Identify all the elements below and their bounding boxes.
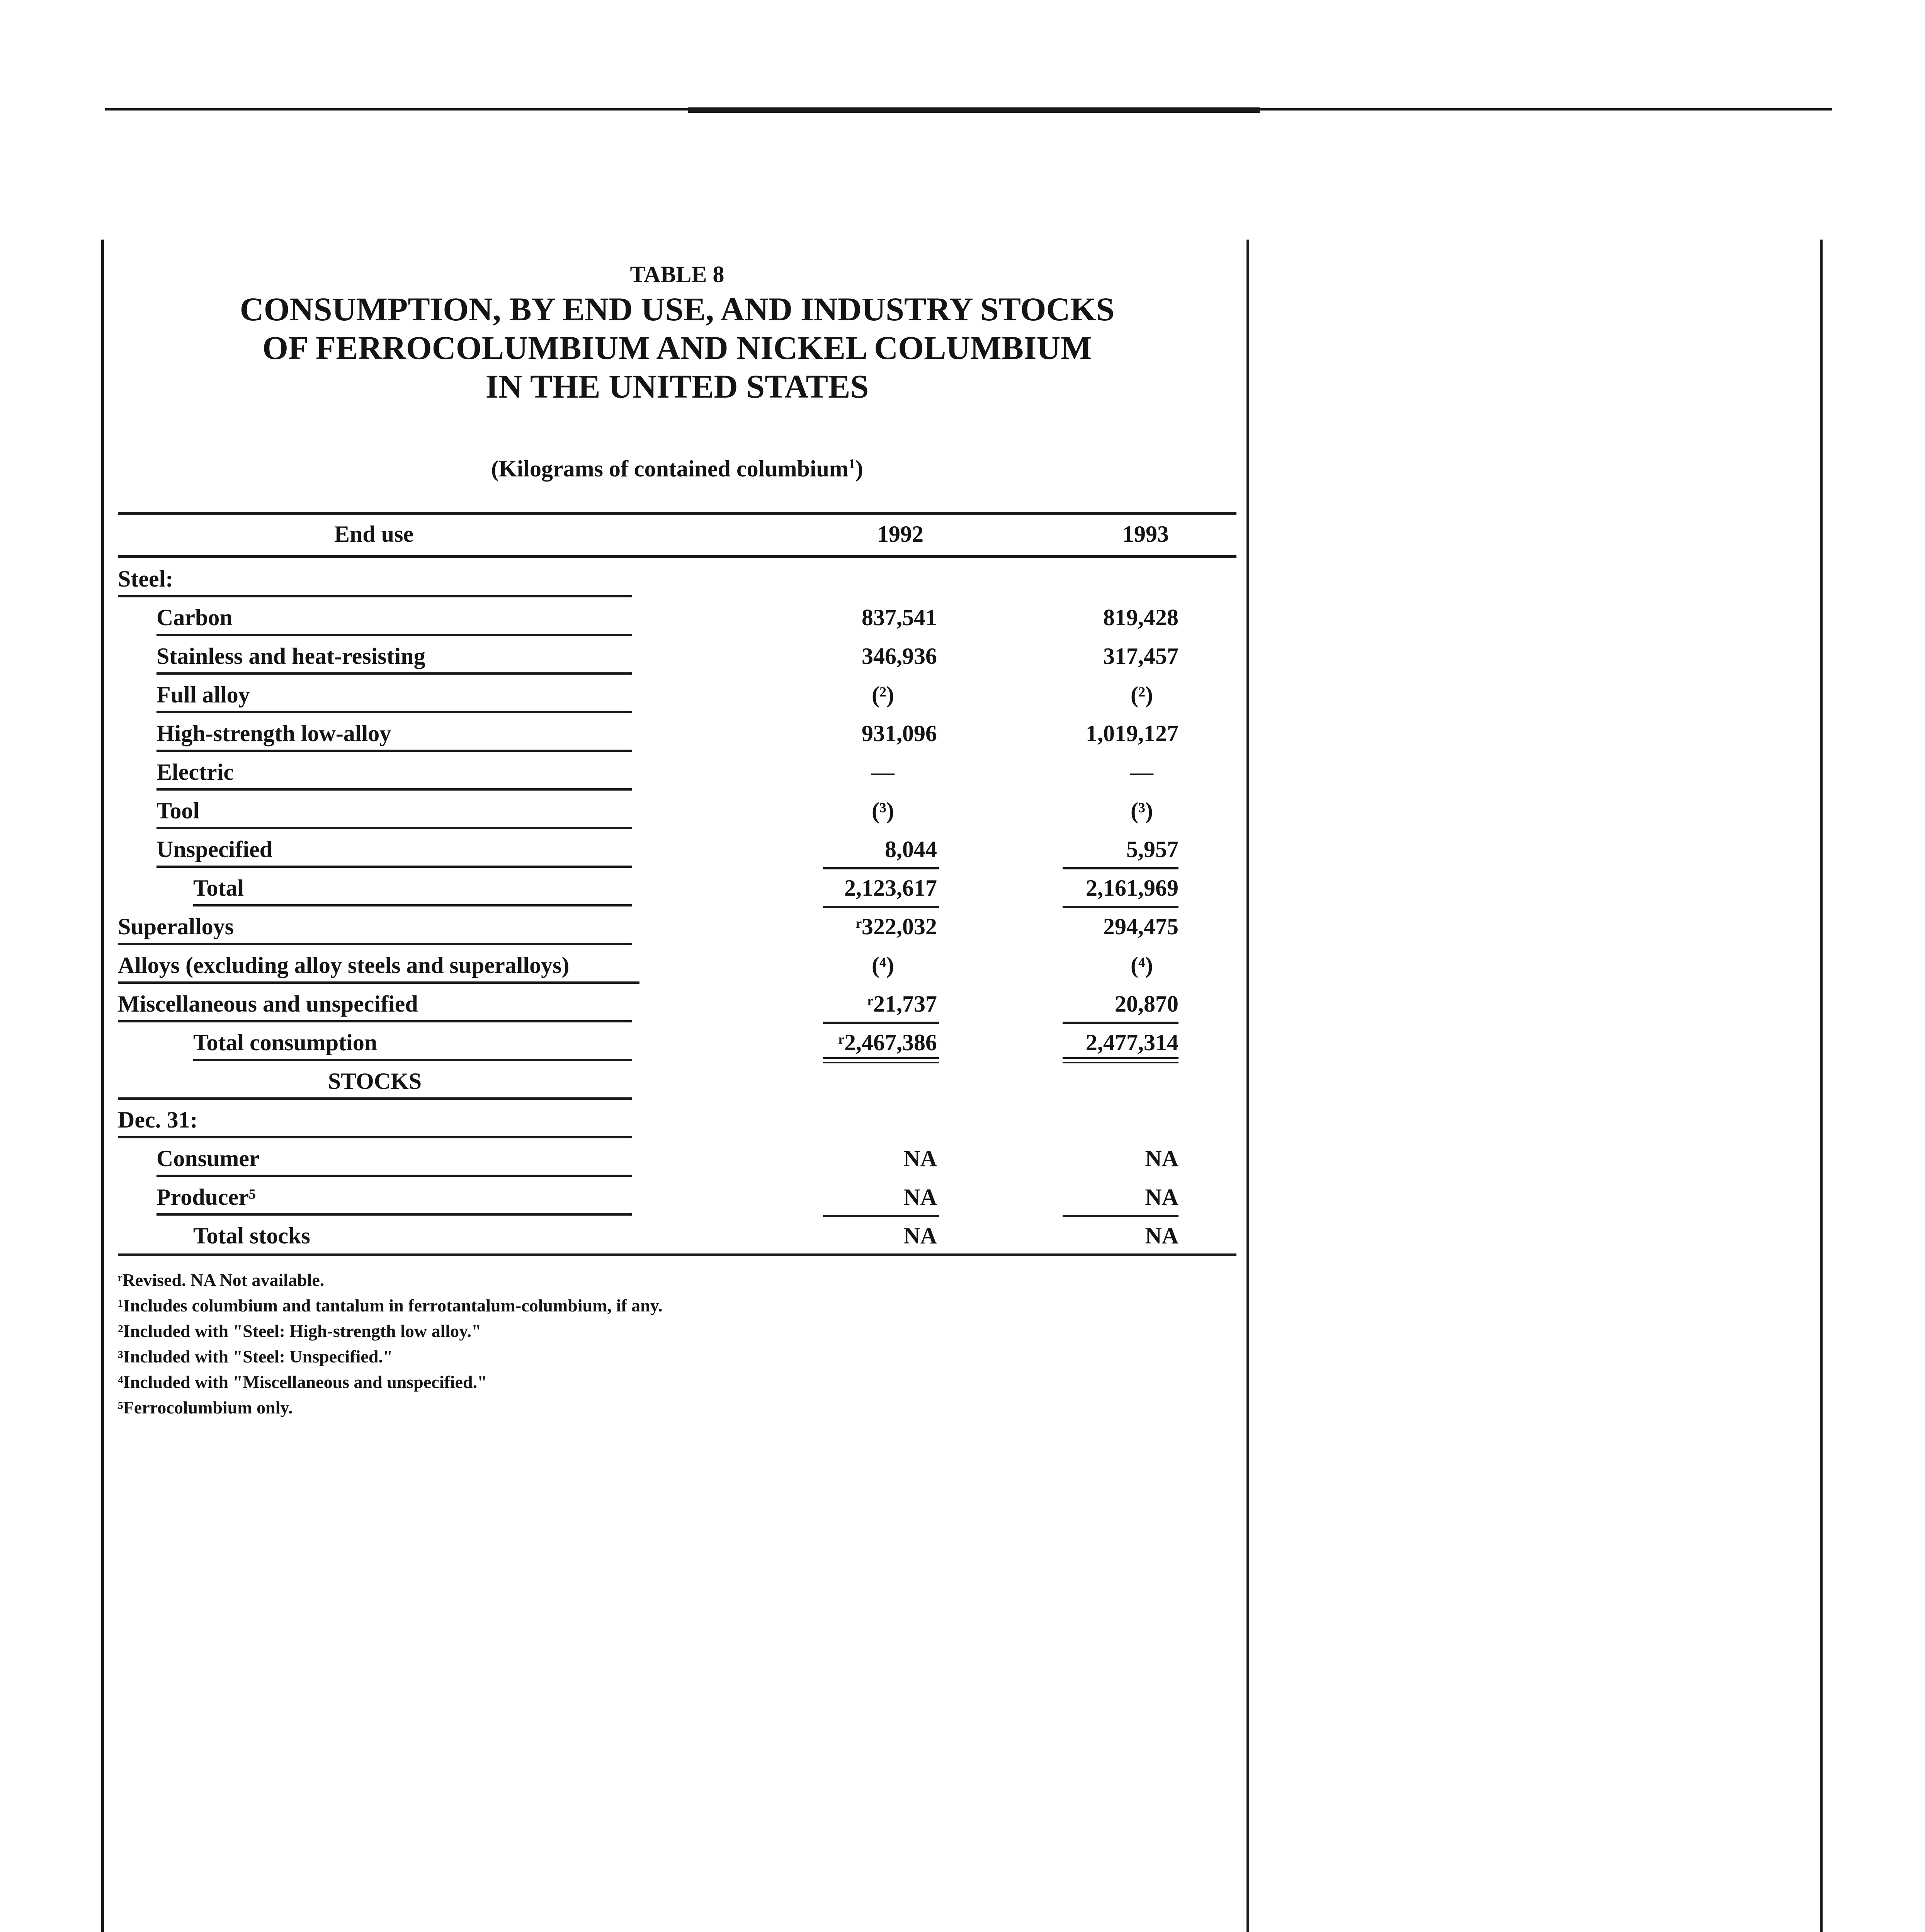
- row-label: Stainless and heat-resisting: [156, 635, 632, 675]
- row-label: Unspecified: [156, 828, 632, 868]
- table-number: TABLE 8: [630, 262, 724, 287]
- value-1992: (²): [872, 682, 894, 707]
- footnote: ⁵Ferrocolumbium only.: [118, 1398, 293, 1417]
- value-1993: (³): [1131, 798, 1153, 823]
- row-label: Miscellaneous and unspecified: [118, 983, 632, 1022]
- row-label: Electric: [156, 751, 632, 791]
- footnote: ʳRevised. NA Not available.: [118, 1270, 325, 1290]
- table-row: [118, 1099, 1236, 1138]
- table-row: [118, 828, 1236, 867]
- table-row: [118, 983, 1236, 1022]
- stocks-heading: STOCKS: [118, 1060, 632, 1100]
- row-label-dec31: Dec. 31:: [118, 1099, 632, 1138]
- table-row-total: [118, 1022, 1236, 1060]
- value-1993: (⁴): [1131, 952, 1153, 978]
- value-1993: 317,457: [1103, 643, 1178, 669]
- value-1992: —: [871, 759, 894, 785]
- table-row: [118, 558, 1236, 597]
- table-title-line-3: IN THE UNITED STATES: [485, 368, 869, 405]
- table-row: [118, 1138, 1236, 1176]
- table-title-line-2: OF FERROCOLUMBIUM AND NICKEL COLUMBIUM: [262, 329, 1092, 366]
- value-1993: 294,475: [1103, 914, 1178, 939]
- table-header-row: [118, 512, 1236, 558]
- header-end-use: End use: [334, 521, 414, 547]
- table-title-line-1: CONSUMPTION, BY END USE, AND INDUSTRY STOCKS: [240, 291, 1115, 328]
- table-row-section: [118, 1060, 1236, 1099]
- table-row: [118, 906, 1236, 944]
- value-1992: (⁴): [872, 952, 894, 978]
- row-label: Superalloys: [118, 906, 632, 945]
- table-row-subtotal: [118, 867, 1236, 906]
- table-row: [118, 635, 1236, 674]
- header-1992: 1992: [877, 521, 923, 547]
- value-1993: NA: [1145, 1223, 1178, 1248]
- footnote: ³Included with "Steel: Unspecified.": [118, 1347, 393, 1366]
- value-1993: 20,870: [1115, 991, 1178, 1017]
- value-1992: 837,541: [862, 605, 937, 630]
- row-label: High-strength low-alloy: [156, 713, 632, 752]
- row-label: Total consumption: [193, 1022, 632, 1061]
- row-label: Tool: [156, 790, 632, 829]
- table-bottom-rule: [118, 1253, 1236, 1256]
- value-1992: 346,936: [862, 643, 937, 669]
- value-1992: ʳ21,737: [867, 991, 937, 1017]
- table-8: [118, 259, 1236, 1417]
- value-1993: NA: [1145, 1146, 1178, 1171]
- left-column-rule: [101, 240, 104, 1932]
- value-1993: 5,957: [1126, 837, 1178, 862]
- table-row: [118, 597, 1236, 635]
- row-label: Consumer: [156, 1138, 632, 1177]
- double-rule: [823, 1057, 939, 1059]
- table-row: [118, 713, 1236, 751]
- value-1992: (³): [872, 798, 894, 823]
- value-1992: 2,123,617: [844, 875, 937, 901]
- value-1992: ʳ2,467,386: [838, 1030, 937, 1055]
- right-column-rule: [1820, 240, 1823, 1932]
- table-row-total: [118, 1215, 1236, 1253]
- footnote: ²Included with "Steel: High-strength low alloy.": [118, 1321, 481, 1341]
- row-label: Total: [193, 867, 632, 906]
- table-footnotes: [118, 1267, 1007, 1420]
- value-1992: NA: [903, 1146, 937, 1171]
- top-rule-accent: [688, 107, 1260, 113]
- value-1993: NA: [1145, 1184, 1178, 1210]
- row-label: Alloys (excluding alloy steels and superalloys): [118, 944, 639, 984]
- value-1992: 8,044: [885, 837, 937, 862]
- header-1993: 1993: [1122, 521, 1169, 547]
- row-label: Total stocks: [193, 1223, 310, 1248]
- row-label: Full alloy: [156, 674, 632, 713]
- table-row: [118, 944, 1236, 983]
- row-label-steel: Steel:: [118, 558, 632, 597]
- table-grid: [118, 512, 1236, 1256]
- footnote: ⁴Included with "Miscellaneous and unspecified.": [118, 1372, 487, 1392]
- footnote: ¹Includes columbium and tantalum in ferrotantalum-columbium, if any.: [118, 1296, 663, 1315]
- value-1993: (²): [1131, 682, 1153, 707]
- table-units: (Kilograms of contained columbium$^1$): [491, 456, 863, 481]
- double-rule: [1063, 1057, 1178, 1059]
- value-1992: 931,096: [862, 721, 937, 746]
- row-label: Carbon: [156, 597, 632, 636]
- table-row: [118, 790, 1236, 828]
- value-1992: ʳ322,032: [855, 914, 937, 939]
- value-1993: 2,161,969: [1086, 875, 1178, 901]
- value-1992: NA: [903, 1184, 937, 1210]
- table-row: [118, 1176, 1236, 1215]
- row-label: Producer⁵: [156, 1176, 632, 1216]
- value-1992: NA: [903, 1223, 937, 1248]
- value-1993: 2,477,314: [1086, 1030, 1178, 1055]
- middle-column-rule: [1246, 240, 1249, 1932]
- table-row: [118, 674, 1236, 713]
- value-1993: —: [1130, 759, 1153, 785]
- value-1993: 819,428: [1103, 605, 1178, 630]
- table-row: [118, 751, 1236, 790]
- value-1993: 1,019,127: [1086, 721, 1178, 746]
